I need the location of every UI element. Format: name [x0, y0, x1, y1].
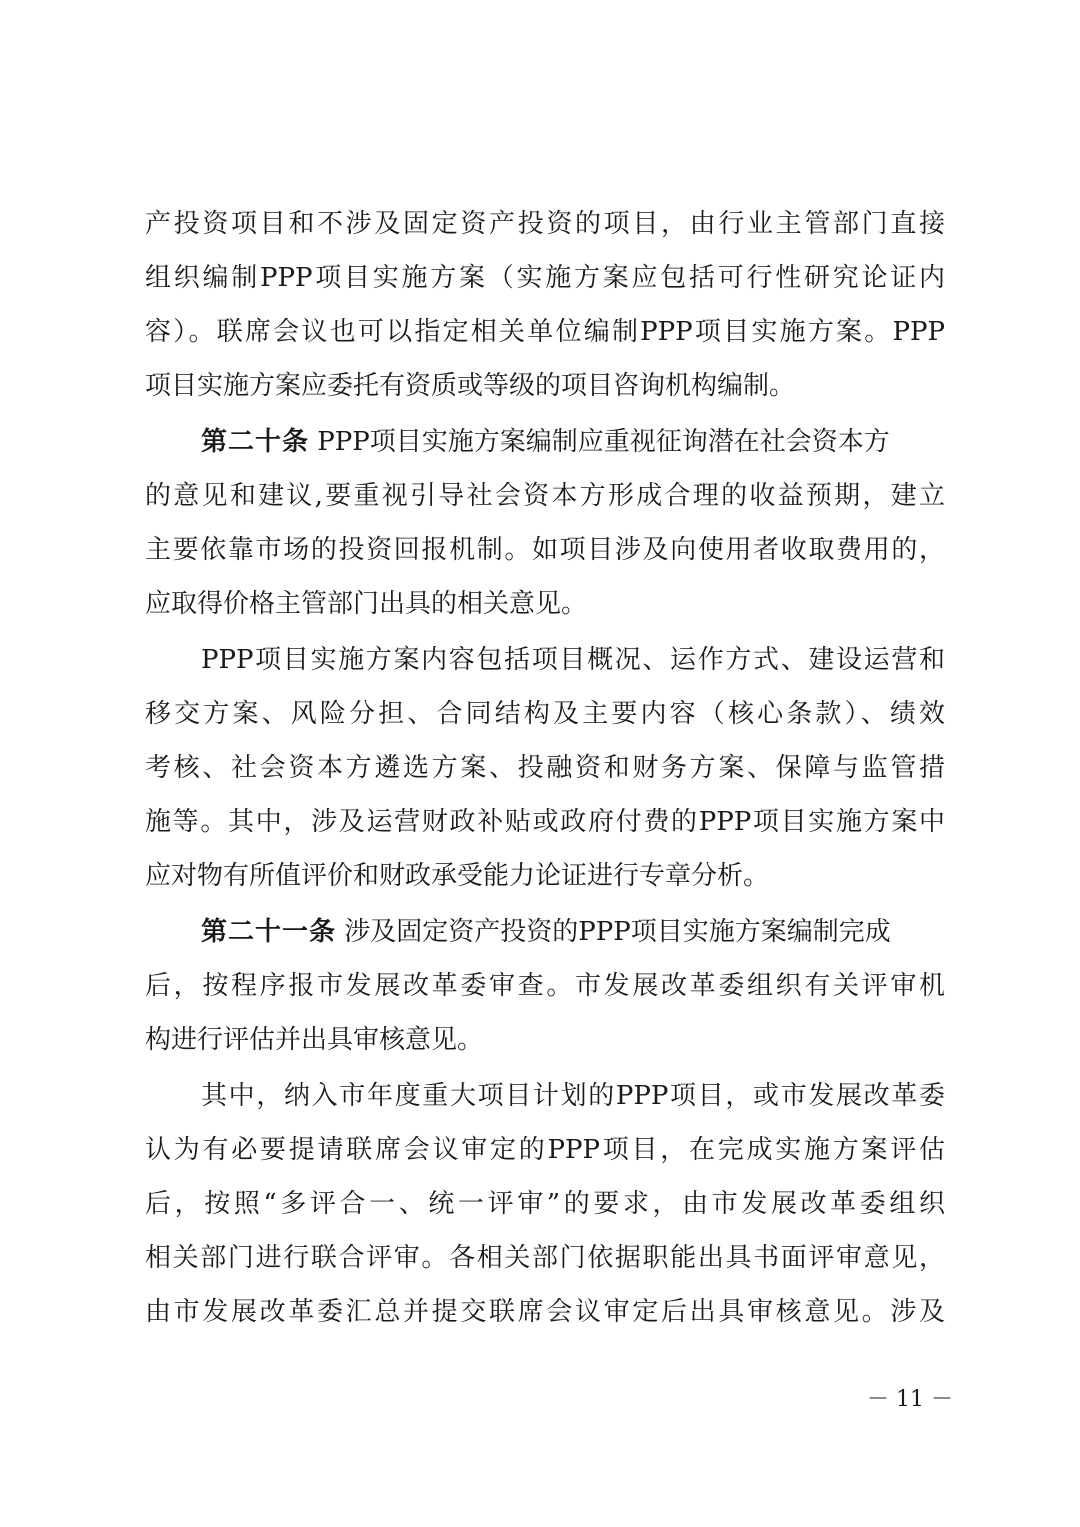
text-line: 施等。其中，涉及运营财政补贴或政府付费的PPP项目实施方案中: [145, 807, 945, 837]
text-line: 考核、社会资本方遴选方案、投融资和财务方案、保障与监管措: [145, 753, 945, 783]
text-line: 产投资项目和不涉及固定资产投资的项目，由行业主管部门直接: [145, 209, 945, 239]
text-line: 应对物有所值评价和财政承受能力论证进行专章分析。: [145, 861, 770, 891]
text-line: 的意见和建议,要重视引导社会资本方形成合理的收益预期，建立: [145, 481, 945, 511]
text-line: 后，按照“多评合一、统一评审”的要求，由市发展改革委组织: [145, 1189, 945, 1219]
text-line: 构进行评估并出具审核意见。: [145, 1025, 484, 1055]
text-line: 其中，纳入市年度重大项目计划的PPP项目，或市发展改革委: [201, 1081, 945, 1111]
article-21-heading: 第二十一条: [201, 917, 337, 947]
text-line: 相关部门进行联合评审。各相关部门依据职能出具书面评审意见，: [145, 1243, 945, 1273]
text-line: 主要依靠市场的投资回报机制。如项目涉及向使用者收取费用的，: [145, 535, 945, 565]
text-span: PPP项目实施方案编制应重视征询潜在社会资本方: [317, 427, 890, 457]
text-line: 移交方案、风险分担、合同结构及主要内容（核心条款）、绩效: [145, 699, 945, 729]
text-line: 由市发展改革委汇总并提交联席会议审定后出具审核意见。涉及: [145, 1297, 945, 1327]
text-line: 组织编制PPP项目实施方案（实施方案应包括可行性研究论证内: [145, 263, 945, 293]
text-line: 容）。联席会议也可以指定相关单位编制PPP项目实施方案。PPP: [145, 317, 945, 347]
article-20-heading: 第二十条: [201, 427, 310, 457]
page-number: － 11 －: [867, 1387, 953, 1412]
text-line: 应取得价格主管部门出具的相关意见。: [145, 589, 588, 619]
text-line: 后，按程序报市发展改革委审查。市发展改革委组织有关评审机: [145, 971, 945, 1001]
text-line: 认为有必要提请联席会议审定的PPP项目，在完成实施方案评估: [145, 1135, 945, 1165]
text-line: 项目实施方案应委托有资质或等级的项目咨询机构编制。: [145, 371, 796, 401]
article-20-first-line: [201, 414, 890, 470]
text-line: PPP项目实施方案内容包括项目概况、运作方式、建设运营和: [201, 645, 945, 675]
article-21-first-line: [201, 904, 891, 960]
text-span: 涉及固定资产投资的PPP项目实施方案编制完成: [344, 917, 891, 947]
